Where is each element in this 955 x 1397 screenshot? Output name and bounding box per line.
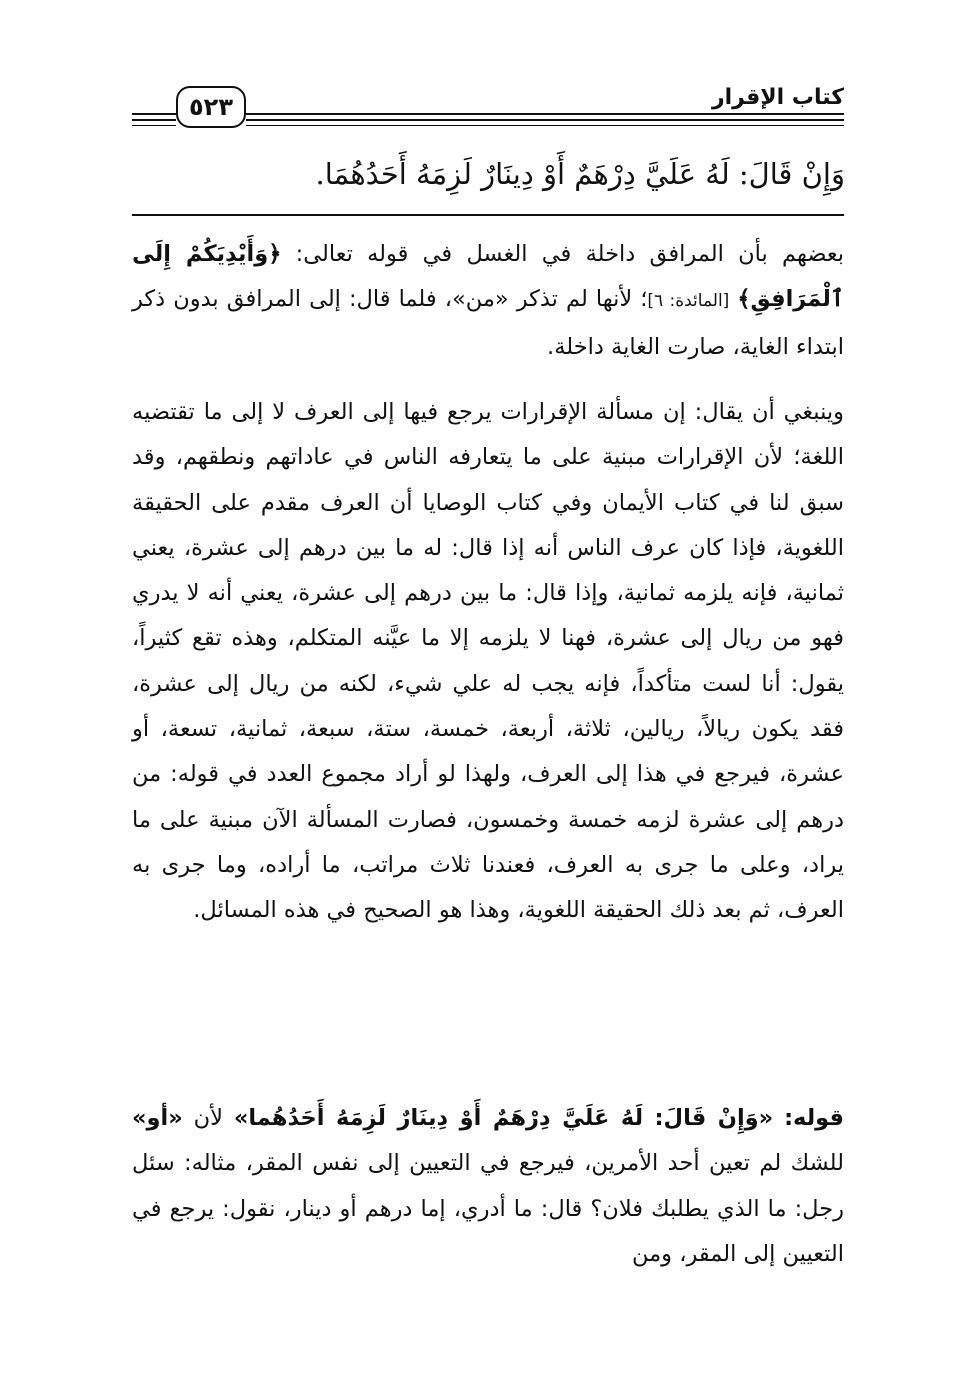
- paragraph-text: وينبغي أن يقال: إن مسألة الإقرارات يرجع فيها إلى العرف لا إلى ما تقتضيه اللغة؛ لأن الإقرارات مبنية على ما يتعارفه الناس في عاداتهم ونطقهم، وقد سبق لنا في كتاب الأيمان وفي كتاب الوصايا أن العرف مقدم على الحقيقة اللغوية، فإذا كان عرف الناس أنه إذا قال: له ما بين درهم إلى عشرة، يعني ثمانية، فإنه يلزمه ثمانية، وإذا قال: ما بين درهم إلى عشرة، يعني أنه لا يدري فهو من ريال إلى عشرة، فهنا لا يلزمه إلا ما عيَّنه المتكلم، وهذه تقع كثيراً، يقول: أنا لست متأكداً، فإنه يجب له علي شيء، لكنه من ريال إلى عشرة، فقد يكون ريالاً، ريالين، ثلاثة، أربعة، خمسة، ستة، سبعة، ثمانية، تسعة، أو عشرة، فيرجع في هذا إلى العرف، ولهذا لو أراد مجموع العدد في قوله: من درهم إلى عشرة لزمه خمسة وخمسون، فصارت المسألة الآن مبنية على ما يراد، وعلى ما جرى به العرف، فعندنا ثلاث مراتب، ما أراده، وما جرى به العرف، ثم بعد ذلك الحقيقة اللغوية، وهذا هو الصحيح في هذه المسائل.: [132, 399, 844, 924]
- paragraph-text: بعضهم بأن المرافق داخلة في الغسل في قوله تعالى:: [295, 241, 845, 267]
- quran-reference: [المائدة: ٦]: [647, 291, 730, 312]
- paragraph-1: [132, 232, 844, 370]
- matn-quote: «وَإِنْ قَالَ: لَهُ عَلَيَّ دِرْهَمٌ أَوْ دِينَارٌ لَزِمَهُ أَحَدُهُما»: [233, 1105, 774, 1131]
- header-rule: [132, 119, 176, 121]
- quran-verse: ﴿وَأَيْدِيَكُمْ إِلَى ٱلْمَرَافِقِ﴾: [132, 241, 844, 313]
- aw-quote: «أو»: [132, 1105, 183, 1131]
- header-rule: [246, 119, 844, 121]
- header-rule: [132, 125, 176, 126]
- page-header: [132, 86, 844, 132]
- page-number: ٥٢٣: [176, 86, 246, 128]
- matn-text: وَإِنْ قَالَ: لَهُ عَلَيَّ دِرْهَمٌ أَوْ دِينَارٌ لَزِمَهُ أَحَدُهُمَا.: [315, 157, 845, 191]
- book-title: كتاب الإقرار: [704, 86, 844, 110]
- paragraph-2: [132, 390, 880, 934]
- header-rule: [246, 113, 844, 115]
- header-rule: [246, 125, 844, 126]
- matn-separator: [132, 214, 844, 216]
- paragraph-text: ؛ لأنها لم تذكر «من»، فلما قال: إلى المرافق بدون ذكر ابتداء الغاية، صارت الغاية داخلة.: [132, 286, 844, 360]
- qawluh-lead: قوله:: [784, 1105, 844, 1131]
- header-rule: [132, 113, 176, 115]
- paragraph-3: [132, 1096, 880, 1277]
- paragraph-text: للشك لم تعين أحد الأمرين، فيرجع في التعيين إلى نفس المقر، مثاله: سئل رجل: ما الذي يطلبك فلان؟ قال: ما أدري، إما درهم أو دينار، نقول: يرجع في التعيين إلى المقر، ومن: [132, 1150, 844, 1267]
- paragraph-text: لأن: [193, 1105, 223, 1131]
